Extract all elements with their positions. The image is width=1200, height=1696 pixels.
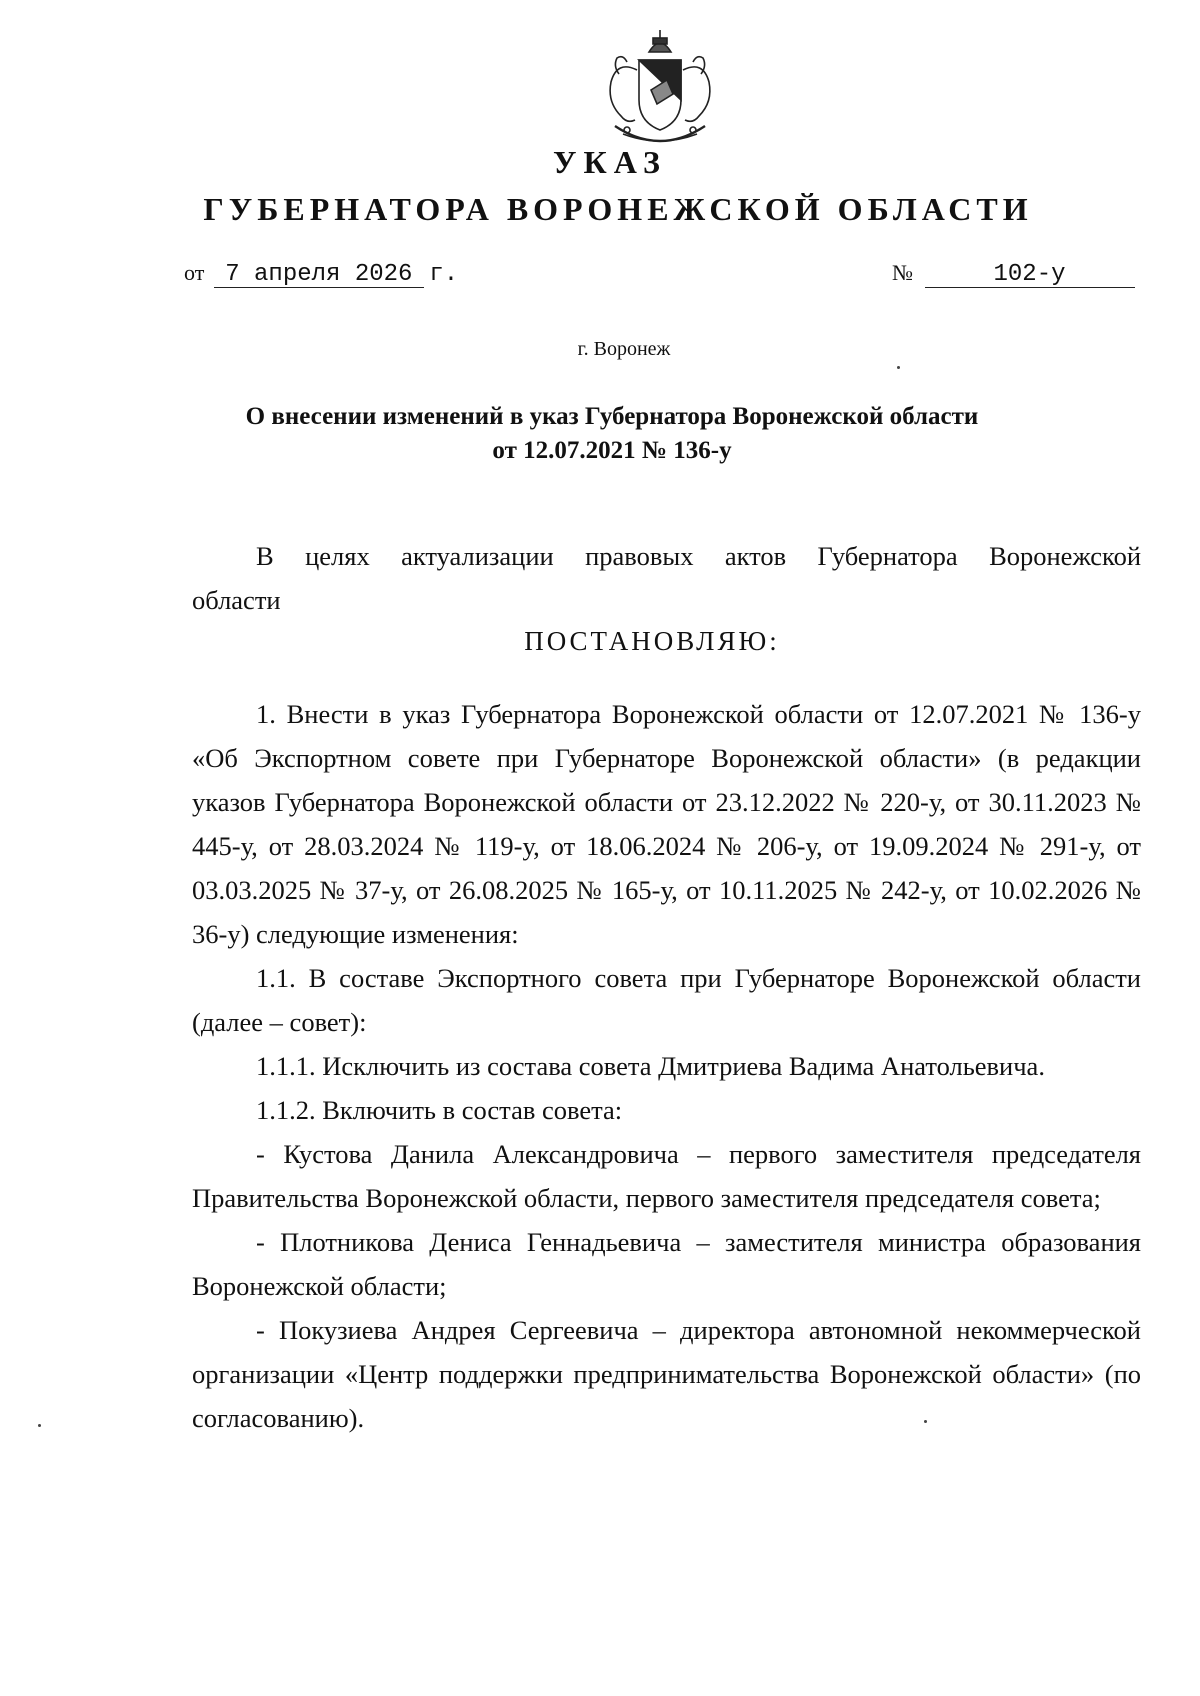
member-item-3: - Покузиева Андрея Сергеевича – директора автономной некоммерческой организации «Центр поддержки предпринимательства Воронежской области» (по согласованию).	[192, 1315, 1141, 1433]
decree-heading: ПОСТАНОВЛЯЮ:	[524, 626, 780, 656]
document-number	[892, 262, 1135, 288]
coat-of-arms-emblem	[597, 30, 723, 150]
decree-body	[192, 692, 1141, 1440]
preamble-line-1: В целях актуализации правовых актов Губернатора Воронежской	[256, 541, 1141, 571]
document-date	[184, 262, 458, 288]
scan-speck	[924, 1420, 927, 1423]
subject-line-2: от 12.07.2021 № 136-у	[492, 437, 732, 464]
city-label: г. Воронеж	[577, 338, 671, 360]
date-suffix: г.	[429, 261, 459, 288]
scan-speck	[38, 1424, 41, 1427]
member-item-2: - Плотникова Дениса Геннадьевича – заместителя министра образования Воронежской области;	[192, 1227, 1141, 1301]
date-value: 7 апреля 2026	[225, 261, 413, 288]
document-type-title: УКАЗ	[553, 144, 667, 180]
paragraph-1: 1. Внести в указ Губернатора Воронежской области от 12.07.2021 № 136-у «Об Экспортном совете при Губернаторе Воронежской области» (в редакции указов Губернатора Воронежской области от 23.12.2022 № 220-у, от 30.11.2023 № 445-у, от 28.03.2024 № 119-у, от 18.06.2024 № 206-у, от 19.09.2024 № 291-у, от 03.03.2025 № 37-у, от 26.08.2025 № 165-у, от 10.11.2025 № 242-у, от 10.02.2026 № 36-у) следующие изменения:	[192, 699, 1141, 949]
member-item-1: - Кустова Данила Александровича – первого заместителя председателя Правительства Воронежской области, первого заместителя председателя совета;	[192, 1139, 1141, 1213]
document-subject	[0, 400, 1200, 468]
paragraph-1-1-2: 1.1.2. Включить в состав совета:	[256, 1095, 623, 1125]
number-prefix: №	[892, 260, 913, 285]
preamble-line-2: области	[192, 585, 281, 615]
subject-line-1: О внесении изменений в указ Губернатора Воронежской области	[245, 403, 979, 430]
document-issuer-title: ГУБЕРНАТОРА ВОРОНЕЖСКОЙ ОБЛАСТИ	[203, 191, 1033, 227]
number-field	[925, 262, 1135, 288]
paragraph-1-1: 1.1. В составе Экспортного совета при Губернаторе Воронежской области (далее – совет):	[192, 963, 1141, 1037]
date-field	[214, 262, 424, 288]
number-value: 102-у	[993, 261, 1066, 288]
scan-speck	[897, 366, 900, 369]
paragraph-1-1-1: 1.1.1. Исключить из состава совета Дмитриева Вадима Анатольевича.	[256, 1051, 1045, 1081]
date-prefix: от	[184, 260, 205, 285]
